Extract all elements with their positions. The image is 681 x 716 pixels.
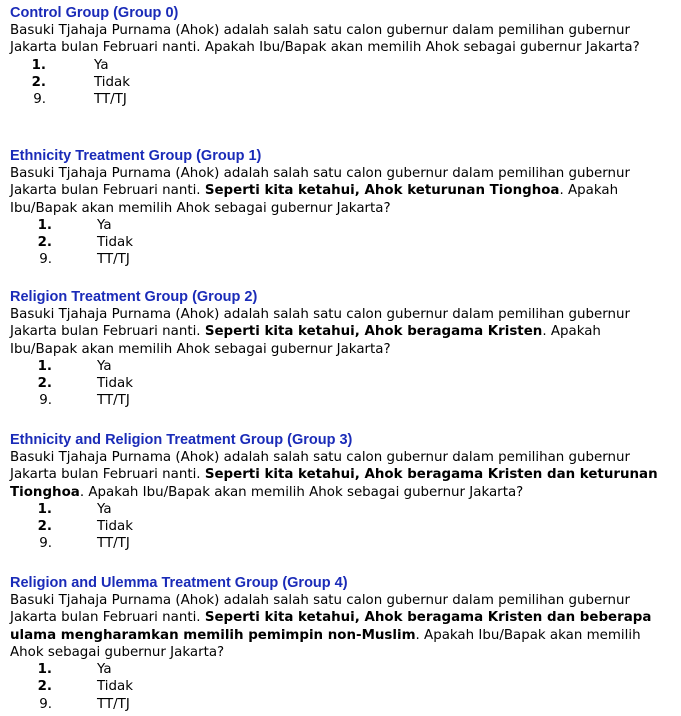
option-code: 9. xyxy=(39,252,52,268)
option-label: TT/TJ xyxy=(97,252,130,268)
answer-option-9 xyxy=(10,392,672,409)
question-bold-part: Seperti kita ketahui, Ahok beragama Kristen dan keturunan Tionghoa xyxy=(10,467,658,500)
question-bold-part: Seperti kita ketahui, Ahok beragama Kristen xyxy=(204,324,543,340)
answer-option-9 xyxy=(10,91,672,108)
option-label: TT/TJ xyxy=(97,393,130,409)
question-text xyxy=(10,592,672,661)
group-title: Religion and Ulemma Treatment Group (Group 4) xyxy=(10,575,348,591)
option-label: Tidak xyxy=(94,74,130,90)
question-bold-part: Seperti kita ketahui, Ahok keturunan Tionghoa xyxy=(204,183,560,199)
option-label: Ya xyxy=(97,358,112,374)
option-code: 1. xyxy=(37,358,52,374)
answer-option-2 xyxy=(10,518,672,535)
question-bold-part: Seperti kita ketahui, Ahok beragama Kristen dan beberapa ulama mengharamkan memilih pemimpin non-Muslim xyxy=(10,610,652,643)
option-label: TT/TJ xyxy=(94,92,127,108)
question-plain-part: Basuki Tjahaja Purnama (Ahok) adalah salah satu calon gubernur dalam pemilihan gubernur Jakarta bulan Februari nanti. Apakah Ibu/Bapak akan memilih Ahok sebagai gubernur Jakarta? xyxy=(10,23,640,56)
group-title: Ethnicity Treatment Group (Group 1) xyxy=(10,148,262,164)
question-plain-part-2: . Apakah Ibu/Bapak akan memilih Ahok sebagai gubernur Jakarta? xyxy=(79,484,524,500)
option-label: Tidak xyxy=(97,235,133,251)
answer-option-1 xyxy=(10,57,672,74)
group-title: Religion Treatment Group (Group 2) xyxy=(10,289,258,305)
question-text xyxy=(10,306,672,358)
question-plain-part: Basuki Tjahaja Purnama (Ahok) adalah salah satu calon gubernur dalam pemilihan gubernur Jakarta bulan Februari nanti. xyxy=(10,166,631,199)
group-0-section xyxy=(10,5,672,108)
option-label: Ya xyxy=(97,501,112,517)
question-text xyxy=(10,22,672,57)
option-label: TT/TJ xyxy=(97,536,130,552)
option-label: Ya xyxy=(94,57,109,73)
group-3-section xyxy=(10,432,672,553)
group-1-section xyxy=(10,148,672,269)
answer-option-2 xyxy=(10,234,672,251)
option-label: TT/TJ xyxy=(97,696,130,712)
answer-option-2 xyxy=(10,678,672,695)
question-plain-part: Basuki Tjahaja Purnama (Ahok) adalah salah satu calon gubernur dalam pemilihan gubernur Jakarta bulan Februari nanti. xyxy=(10,450,631,483)
option-code: 9. xyxy=(39,393,52,409)
option-label: Tidak xyxy=(97,679,133,695)
question-plain-part-2: . Apakah Ibu/Bapak akan memilih Ahok sebagai gubernur Jakarta? xyxy=(10,183,619,216)
answer-option-9 xyxy=(10,535,672,552)
option-label: Tidak xyxy=(97,376,133,392)
question-text xyxy=(10,449,672,501)
option-code: 1. xyxy=(37,501,52,517)
answer-option-2 xyxy=(10,375,672,392)
question-plain-part: Basuki Tjahaja Purnama (Ahok) adalah salah satu calon gubernur dalam pemilihan gubernur Jakarta bulan Februari nanti. xyxy=(10,307,631,340)
question-text xyxy=(10,165,672,217)
option-code: 9. xyxy=(39,696,52,712)
question-plain-part-2: . Apakah Ibu/Bapak akan memilih Ahok sebagai gubernur Jakarta? xyxy=(10,324,601,357)
question-plain-part-2: . Apakah Ibu/Bapak akan memilih Ahok sebagai gubernur Jakarta? xyxy=(10,627,641,660)
answer-option-2 xyxy=(10,74,672,91)
answer-option-1 xyxy=(10,661,672,678)
answer-options xyxy=(10,217,672,269)
answer-option-1 xyxy=(10,358,672,375)
option-code: 1. xyxy=(31,57,46,73)
group-2-section xyxy=(10,289,672,410)
option-code: 9. xyxy=(33,92,46,108)
answer-options xyxy=(10,358,672,410)
group-title: Ethnicity and Religion Treatment Group (Group 3) xyxy=(10,432,353,448)
option-code: 2. xyxy=(37,519,52,535)
question-plain-part: Basuki Tjahaja Purnama (Ahok) adalah salah satu calon gubernur dalam pemilihan gubernur Jakarta bulan Februari nanti. xyxy=(10,593,631,626)
option-label: Ya xyxy=(97,217,112,233)
option-code: 9. xyxy=(39,536,52,552)
answer-option-9 xyxy=(10,251,672,268)
option-code: 2. xyxy=(31,74,46,90)
answer-option-9 xyxy=(10,696,672,713)
option-label: Ya xyxy=(97,662,112,678)
group-title: Control Group (Group 0) xyxy=(10,5,179,21)
answer-options xyxy=(10,661,672,713)
option-code: 2. xyxy=(37,376,52,392)
answer-option-1 xyxy=(10,217,672,234)
option-code: 1. xyxy=(37,662,52,678)
answer-options xyxy=(10,57,672,109)
option-code: 2. xyxy=(37,679,52,695)
option-code: 2. xyxy=(37,235,52,251)
group-4-section xyxy=(10,575,672,713)
answer-option-1 xyxy=(10,501,672,518)
option-label: Tidak xyxy=(97,519,133,535)
answer-options xyxy=(10,501,672,553)
option-code: 1. xyxy=(37,217,52,233)
